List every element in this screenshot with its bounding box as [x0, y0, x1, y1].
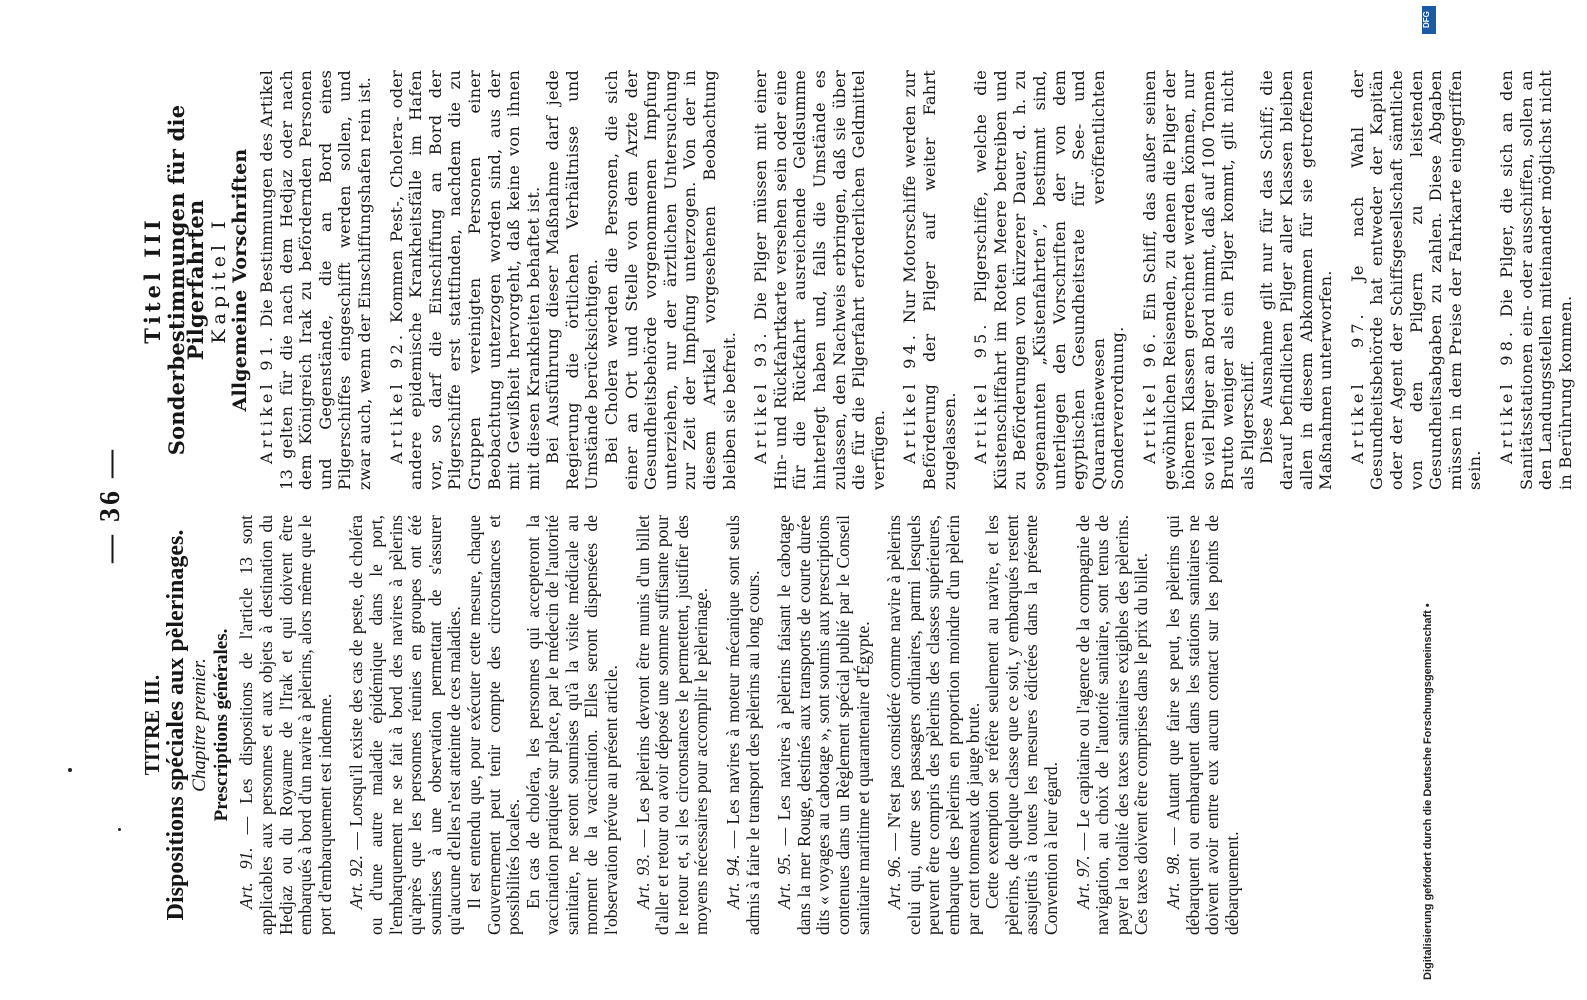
article-text: Diese Ausnahme gilt nur für das Schiff; die darauf befindlichen Pilger aller Klassen bleiben allen in diesem Abkommen für sie getroffenen Maßnahmen unterworfen.	[1257, 70, 1336, 490]
article-paragraph	[751, 70, 888, 490]
german-article	[1497, 70, 1575, 490]
article-paragraph	[1140, 70, 1258, 490]
article-label: Artikel 91.	[256, 333, 276, 464]
article-text: — Les navires à moteur mécanique sont seuls admis à faire le transport des pèlerins au long cours.	[723, 515, 763, 935]
german-title: Titel III	[140, 216, 165, 344]
german-article	[900, 70, 959, 490]
article-label: Art. 95.	[774, 852, 795, 909]
french-article	[885, 515, 1061, 935]
article-text: Ein Schiff, das außer seinen gewöhnlichen Reisenden, zu denen die Pilger der höheren Klassen gerechnet werden können, nur so viel Pilger an Bord nimmt, daß auf 100 Tonnen Brutto weniger als ein Pilger kommt, gilt nicht als Pilgerschiff.	[1139, 70, 1257, 490]
french-article	[634, 515, 712, 935]
article-text: — Le capitaine ou l'agence de la compagnie de navigation, au choix de l'autorité sanitaire, sont tenus de payer la totalité des taxes sanitaires exigibles des pèlerins. Ces taxes doivent être comprises dans le prix du billet.	[1072, 514, 1152, 935]
french-article	[347, 515, 621, 935]
article-paragraph	[971, 70, 1128, 490]
article-text: Bei Ausführung dieser Maßnahme darf jede Regierung die örtlichen Verhältnisse und Umstände berücksichtigen.	[543, 70, 602, 490]
article-text: Pilgerschiffe, welche die Küstenschiffahrt im Roten Meere betreiben und zu Beförderungen von kürzerer Dauer, d. h. zu sogenannten „Küstenfahrten“, bestimmt sind, unterliegen den Vorschriften der von dem egyptischen Gesundheitsrate für See- und Quarantänewesen veröffentlichten Sonderverordnung.	[971, 70, 1128, 490]
article-paragraph	[257, 70, 375, 490]
article-label: Art. 91.	[236, 847, 257, 909]
article-paragraph	[1348, 70, 1485, 490]
article-text: — Les navires à pèlerins faisant le cabotage dans la mer Rouge, destinés aux transports de courte durée dits « voyages au cabotage », sont soumis aux prescriptions contenues dans un Règlement spécial publié par le Conseil sanitaire maritime et quarantenaire d'Égypte.	[774, 515, 873, 935]
article-label: Artikel 97.	[1347, 310, 1367, 464]
german-articles	[257, 70, 1575, 490]
german-article	[1348, 70, 1485, 490]
german-article	[971, 70, 1128, 490]
dfg-logo-icon: DFG	[1422, 6, 1436, 34]
german-section: Allgemeine Vorschriften	[229, 148, 252, 412]
page-number: — 36 —	[95, 447, 126, 563]
article-paragraph	[1257, 70, 1335, 490]
credit-text: Digitalisierung gefördert durch die Deutsche Forschungsgemeinschaft •	[1422, 603, 1434, 980]
article-text: — Lorsqu'il existe des cas de peste, de choléra ou d'une autre maladie épidémique dans le port, l'embarquement ne se fait à bord des navires à pèlerins qu'après que les personnes réunies en groupes ont été soumises à une observation permettant de s'assurer qu'aucune d'elles n'est atteinte de ces maladies.	[346, 515, 465, 935]
article-label: Art. 92.	[346, 854, 367, 909]
article-label: Artikel 92.	[386, 330, 406, 464]
german-chapter: Kapitel I	[207, 216, 230, 344]
german-article	[387, 70, 740, 490]
article-label: Art. 93.	[632, 853, 653, 909]
german-column	[140, 70, 1587, 490]
article-text: — Autant que faire se peut, les pèlerins qui débarquent ou embarquent dans les stations sanitaires ne doivent avoir entre eux aucun contact sur les points de débarquement.	[1162, 515, 1242, 935]
article-text: Je nach Wahl der Gesundheitsbehörde hat entweder der Kapitän oder der Agent der Schiffsgesellschaft sämtliche von den Pilgern zu leistenden Gesundheitsabgaben zu zahlen. Diese Abgaben müssen in dem Preise der Fahrkarte eingegriffen sein.	[1347, 70, 1485, 490]
french-article	[775, 515, 873, 935]
german-subtitle: Sonderbestimmungen für die Pilgerfahrten	[163, 104, 209, 456]
article-paragraph	[983, 515, 1061, 935]
article-paragraph	[724, 515, 763, 935]
german-article	[257, 70, 375, 490]
article-paragraph	[602, 70, 739, 490]
article-text: — Les pèlerins devront être munis d'un billet d'aller et retour ou avoir déposé une somme suffisante pour le retour et, si les circonstances le permettent, justifier des moyens nécessaires pour accomplir le pèlerinage.	[632, 514, 712, 935]
french-articles	[237, 515, 1242, 935]
article-paragraph	[900, 70, 959, 490]
article-label: Art. 96.	[884, 855, 905, 909]
french-article	[1164, 515, 1242, 935]
article-paragraph	[885, 515, 983, 935]
digitization-credit	[1422, 11, 1438, 980]
french-section: Prescriptions générales.	[210, 628, 232, 822]
article-label: Artikel 98.	[1497, 327, 1516, 464]
german-article	[1140, 70, 1336, 490]
article-text: Die Bestimmungen des Artikel 13 gelten für die nach dem Hedjaz oder nach dem Königreich Irak zu befördernden Personen und Gegenstände, die an Bord eines Pilgerschiffes eingeschifft werden sollen, und zwar auch, wenn der Einschiffungshafen rein ist.	[256, 70, 374, 490]
article-text: Nur Motorschiffe werden zur Beförderung der Pilger auf weiter Fahrt zugelassen.	[900, 70, 959, 490]
article-paragraph	[775, 515, 873, 935]
article-label: Artikel 96.	[1139, 329, 1159, 464]
article-text: Cette exemption se réfère seulement au navire, et les pèlerins, de quelque classe que ce soit, y embarqués restent assujettis à toutes les mesures édictées dans la présente Convention à leur égard.	[982, 515, 1061, 935]
article-label: Art. 94.	[723, 854, 744, 909]
article-paragraph	[1497, 70, 1575, 490]
article-text: En cas de choléra, les personnes qui accepteront la vaccination pratiquée sur place, par le médecin de l'autorité sanitaire, ne seront soumises qu'à la visite médicale au moment de la vaccination. Elles seront dispensées de l'observation prévue au présent article.	[522, 515, 622, 935]
scan-speck	[118, 828, 121, 831]
scan-speck	[68, 768, 72, 772]
french-article	[237, 515, 335, 935]
article-text: Kommen Pest-, Cholera- oder andere epidemische Krankheitsfälle im Hafen vor, so darf die Einschiffung an Bord der Pilgerschiffe erst stattfinden, nachdem die zu Gruppen vereinigten Personen einer Beobachtung unterzogen worden sind, aus der mit Gewißheit hervorgeht, daß keine von ihnen mit diesen Krankheiten behaftet ist.	[386, 70, 543, 490]
article-paragraph	[1164, 515, 1242, 935]
article-label: Artikel 94.	[900, 331, 920, 464]
article-paragraph	[387, 70, 544, 490]
french-column	[140, 514, 1254, 935]
article-text: Die Pilger müssen mit einer Hin- und Rückfahrtkarte versehen sein oder eine für die Rückfahrt ausreichende Geldsumme hinterlegt haben und, falls die Umstände es zulassen, den Nachweis erbringen, daß sie über die für die Pilgerfahrt erforderlichen Geldmittel verfügen.	[751, 70, 888, 490]
french-title: TITRE III.	[140, 674, 164, 776]
article-paragraph	[237, 515, 335, 935]
article-paragraph	[465, 515, 524, 935]
article-label: Artikel 95.	[971, 320, 991, 464]
article-text: Bei Cholera werden die Personen, die sich einer an Ort und Stelle von dem Arzte der Gesundheitsbehörde vorgenommenen Impfung unterziehen, nur der ärztlichen Untersuchung zur Zeit der Impfung unterzogen. Von der in diesem Artikel vorgesehenen Beobachtung bleiben sie befreit.	[602, 70, 739, 490]
article-paragraph	[543, 70, 602, 490]
german-article	[751, 70, 888, 490]
article-label: Art. 97.	[1072, 855, 1093, 909]
french-chapter: Chapitre premier.	[189, 658, 211, 792]
article-paragraph	[524, 515, 622, 935]
french-subtitle: Dispositions spéciales aux pèlerinages.	[162, 529, 189, 921]
article-text: — Les dispositions de l'article 13 sont applicables aux personnes et aux objets à destination du Hedjaz ou du Royaume de l'Irak et qui doivent être embarqués à bord d'un navire à pèlerins, alors même que le port d'embarquement est indemne.	[236, 515, 335, 935]
french-article	[1074, 515, 1152, 935]
article-text: Die Pilger, die sich an den Sanitätsstationen ein- oder ausschiffen, sollen an den Landungsstellen miteinander möglichst nicht in Berührung kommen.	[1497, 70, 1575, 490]
article-paragraph	[347, 515, 465, 935]
article-paragraph	[634, 515, 712, 935]
article-paragraph	[1074, 515, 1152, 935]
article-label: Art. 98.	[1162, 852, 1183, 909]
article-label: Artikel 93.	[751, 329, 771, 464]
article-text: — N'est pas considéré comme navire à pèlerins celui qui, outre ses passagers ordinaires, parmi lesquels peuvent être compris des pèlerins des classes supérieures, embarque des pèlerins en proportion moindre d'un pèlerin par cent tonneaux de jauge brute.	[884, 515, 983, 935]
french-article	[724, 515, 763, 935]
article-text: Il est entendu que, pour exécuter cette mesure, chaque Gouvernement peut tenir compte des circonstances et possibilités locales.	[463, 515, 524, 935]
